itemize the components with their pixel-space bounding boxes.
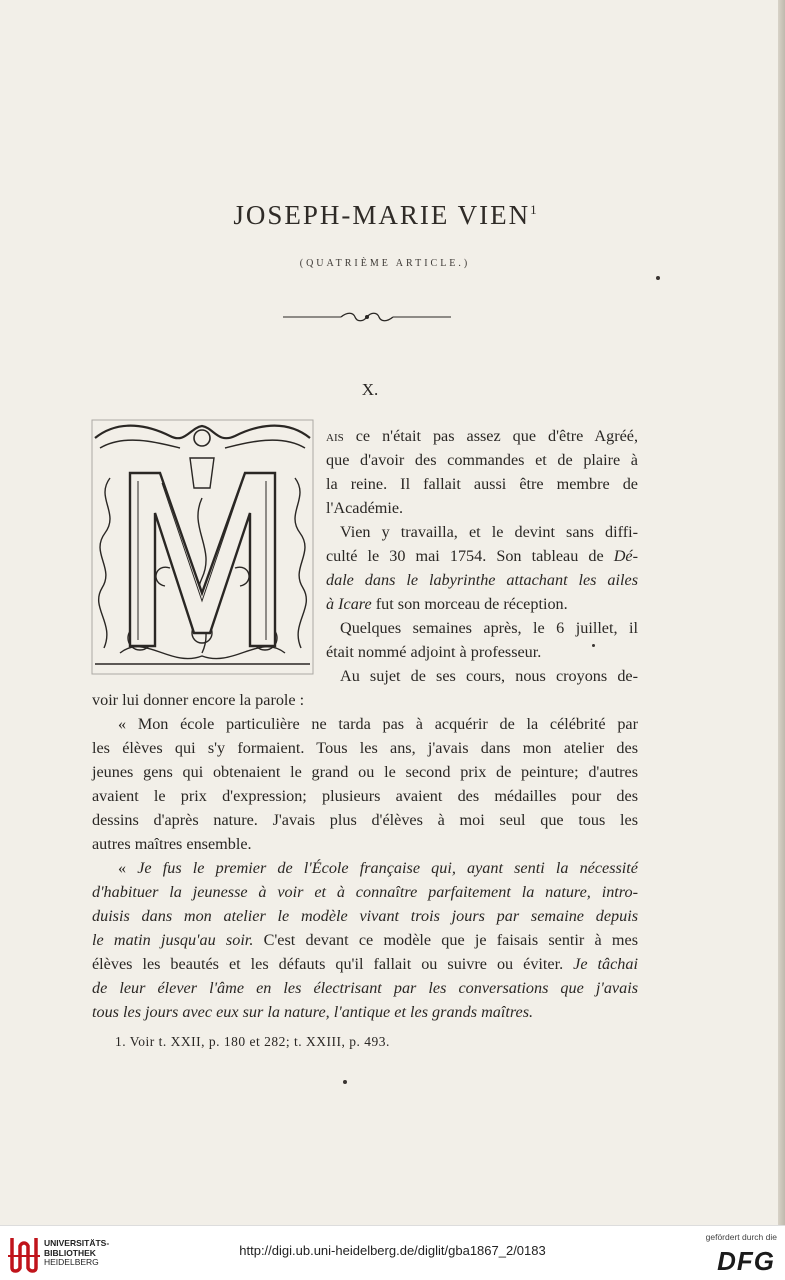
dfg-logo[interactable]: DFG: [717, 1246, 775, 1276]
footnote: 1. Voir t. XXII, p. 180 et 282; t. XXIII, p. 493.: [115, 1034, 390, 1049]
text-run: l'Académie.: [326, 499, 404, 517]
footnote-marker: 1: [530, 202, 537, 217]
text-line: [92, 880, 638, 904]
text-run: C'est devant ce modèle que je faisais sentir à mes: [253, 931, 638, 949]
print-speck: [343, 1080, 347, 1084]
text-run: dessins d'après nature. J'avais plus d'élèves à moi seul que tous les: [92, 811, 638, 829]
text-line: [92, 688, 638, 712]
text-run: était nommé adjoint à professeur.: [326, 643, 542, 661]
text-run: Vien y travailla, et le devint sans diffi-: [340, 523, 638, 541]
text-line: [326, 544, 638, 568]
page-edge: [778, 0, 785, 1225]
text-line: [92, 904, 638, 928]
text-line: [92, 928, 638, 952]
text-line: [326, 448, 638, 472]
text-line: [326, 568, 638, 592]
text-run: Au sujet de ses cours, nous croyons de-: [340, 667, 638, 685]
text-run: Dé-: [613, 547, 638, 565]
text-run: avaient le prix d'expression; plusieurs avaient des médailles pour des: [92, 787, 638, 805]
text-run: ais: [326, 427, 344, 445]
text-run: « Mon école particulière ne tarda pas à acquérir de la célébrité par: [118, 715, 638, 733]
text-run: les élèves qui s'y formaient. Tous les ans, j'avais dans mon atelier des: [92, 739, 638, 757]
text-run: «: [118, 859, 138, 877]
text-line: [92, 832, 638, 856]
text-run: de leur élever l'âme en les électrisant par les conversations que j'avais: [92, 979, 638, 997]
text-line: [118, 856, 638, 880]
text-run: culté le 30 mai 1754. Son tableau de: [326, 547, 614, 565]
text-run: voir lui donner encore la parole :: [92, 691, 305, 709]
ornamental-rule-icon: [283, 311, 451, 323]
text-line: [118, 712, 638, 736]
text-line: [92, 760, 638, 784]
text-run: Je fus le premier de l'École française qui, ayant senti la nécessité: [137, 859, 638, 877]
print-speck: [592, 644, 595, 647]
text-line: [340, 664, 638, 688]
viewer-footer: [0, 1225, 785, 1280]
text-run: que d'avoir des commandes et de plaire à: [326, 451, 638, 469]
text-run: jeunes gens qui obtenaient le grand ou le second prix de peinture; d'autres: [92, 763, 638, 781]
text-line: [340, 616, 638, 640]
text-line: [92, 952, 638, 976]
text-line: [92, 1000, 638, 1024]
text-line: [92, 784, 638, 808]
text-run: à Icare: [326, 595, 372, 613]
permalink-url[interactable]: http://digi.ub.uni-heidelberg.de/diglit/gba1867_2/0183: [239, 1243, 546, 1258]
ornamental-dropcap-m-icon: [90, 418, 315, 676]
text-run: tous les jours avec eux sur la nature, l'antique et les grands maîtres.: [92, 1003, 534, 1021]
article-title: JOSEPH-MARIE VIEN$^1$: [233, 200, 537, 230]
text-run: la reine. Il fallait aussi être membre de: [326, 475, 638, 493]
text-line: [326, 424, 638, 448]
text-line: [92, 736, 638, 760]
text-line: [326, 496, 638, 520]
text-line: [340, 520, 638, 544]
text-line: [92, 976, 638, 1000]
text-line: [92, 808, 638, 832]
text-run: autres maîtres ensemble.: [92, 835, 252, 853]
text-run: dale dans le labyrinthe attachant les ailes: [326, 571, 638, 589]
print-speck: [656, 276, 660, 280]
library-name: UNIVERSITÄTS- BIBLIOTHEK HEIDELBERG: [44, 1238, 110, 1267]
text-line: [326, 640, 638, 664]
text-run: ce n'était pas assez que d'être Agréé,: [343, 427, 638, 445]
text-run: le matin jusqu'au soir.: [92, 931, 254, 949]
article-subtitle: (QUATRIÈME ARTICLE.): [299, 258, 471, 269]
text-line: [326, 592, 638, 616]
section-number: X.: [361, 380, 379, 399]
text-run: fut son morceau de réception.: [371, 595, 568, 613]
text-run: duisis dans mon atelier le modèle vivant trois jours par semaine depuis: [92, 907, 638, 925]
text-run: Quelques semaines après, le 6 juillet, il: [340, 619, 638, 637]
funded-by-label: gefördert durch die: [705, 1232, 777, 1242]
text-run: Je tâchai: [573, 955, 638, 973]
text-line: [326, 472, 638, 496]
text-run: élèves les beautés et les défauts qu'il fallait ou suivre ou éviter.: [92, 955, 574, 973]
text-run: d'habituer la jeunesse à voir et à connaître parfaitement la nature, intro-: [92, 883, 638, 901]
